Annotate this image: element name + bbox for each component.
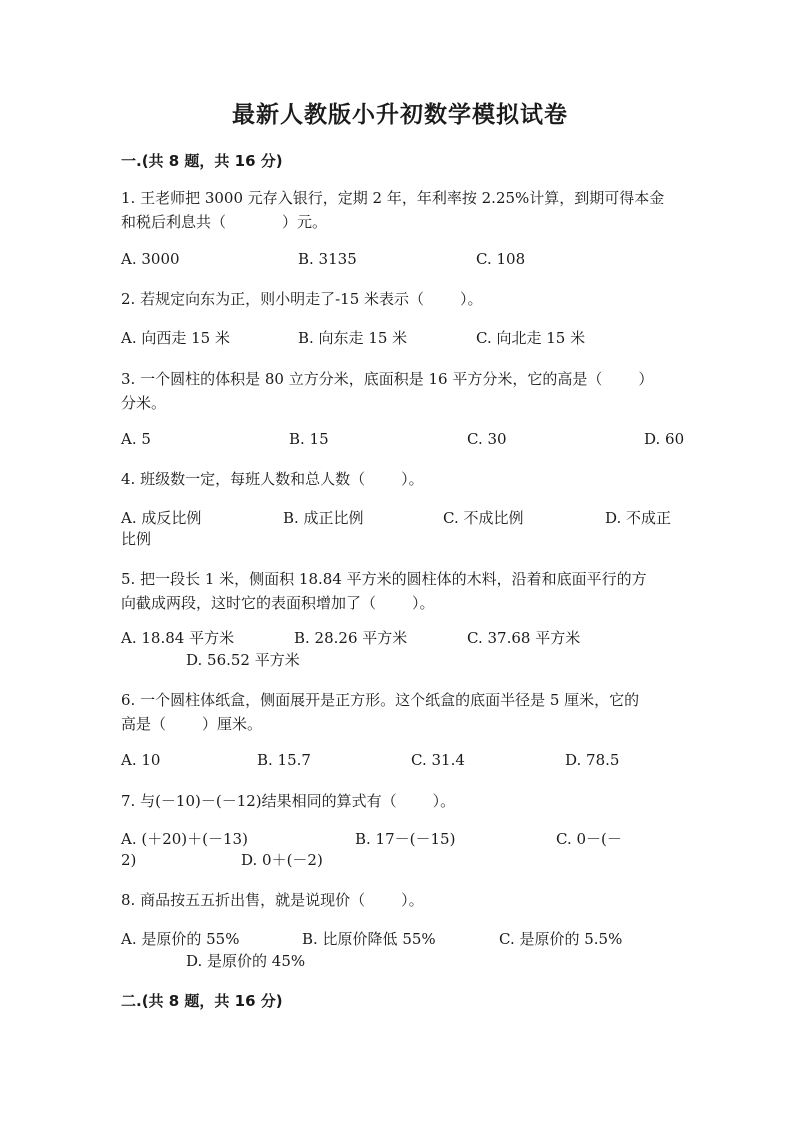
question-3-option-d: D. 60 <box>644 430 685 448</box>
question-6-line-2: 高是（ ）厘米。 <box>121 715 263 733</box>
question-7-option-c: C. 0－(－ <box>556 830 622 848</box>
question-3-option-c: C. 30 <box>467 430 507 448</box>
question-4-option-b: B. 成正比例 <box>283 509 364 527</box>
question-7-option-a: A. (＋20)＋(－13) <box>121 830 248 848</box>
section-heading-2: 二.(共 8 题，共 16 分) <box>121 992 283 1010</box>
page-title: 最新人教版小升初数学模拟试卷 <box>232 102 568 128</box>
question-1 <box>121 186 681 234</box>
question-2-line-1: 2. 若规定向东为正，则小明走了-15 米表示（ ）。 <box>121 290 483 308</box>
question-4 <box>121 467 681 491</box>
question-5-option-c: C. 37.68 平方米 <box>467 629 581 647</box>
question-1-line-2: 和税后利息共（ ）元。 <box>121 213 328 231</box>
question-3-line-2: 分米。 <box>121 394 167 412</box>
question-8 <box>121 888 681 912</box>
question-8-option-d: D. 是原价的 45% <box>186 952 306 970</box>
question-4-option-a: A. 成反比例 <box>121 509 202 527</box>
question-2-option-a: A. 向西走 15 米 <box>121 329 230 347</box>
question-3-option-a: A. 5 <box>121 430 151 448</box>
question-6-option-d: D. 78.5 <box>565 751 620 769</box>
question-8-option-a: A. 是原价的 55% <box>121 930 240 948</box>
question-6-option-a: A. 10 <box>121 751 161 769</box>
question-7-option-d: D. 0＋(－2) <box>241 851 323 869</box>
question-4-option-d: D. 不成正 <box>605 509 672 527</box>
question-2 <box>121 287 681 311</box>
question-3 <box>121 367 681 415</box>
question-3-line-1: 3. 一个圆柱的体积是 80 立方分米，底面积是 16 平方分米，它的高是（ ） <box>121 370 654 388</box>
question-4-option-c: C. 不成比例 <box>443 509 524 527</box>
question-7-option-b: B. 17－(－15) <box>355 830 456 848</box>
question-4-option-wrap: 比例 <box>121 530 152 548</box>
section-heading-1: 一.(共 8 题，共 16 分) <box>121 152 283 170</box>
question-2-option-c: C. 向北走 15 米 <box>476 329 586 347</box>
question-6-option-b: B. 15.7 <box>257 751 311 769</box>
question-8-option-c: C. 是原价的 5.5% <box>499 930 623 948</box>
question-8-line-1: 8. 商品按五五折出售，就是说现价（ ）。 <box>121 891 424 909</box>
question-1-option-c: C. 108 <box>476 250 526 268</box>
question-1-line-1: 1. 王老师把 3000 元存入银行，定期 2 年，年利率按 2.25%计算，到期可得本金 <box>121 189 665 207</box>
question-8-option-b: B. 比原价降低 55% <box>302 930 436 948</box>
question-5-option-d: D. 56.52 平方米 <box>186 651 300 669</box>
question-5-line-2: 向截成两段，这时它的表面积增加了（ ）。 <box>121 594 435 612</box>
question-7-line-1: 7. 与(－10)－(－12)结果相同的算式有（ ）。 <box>121 792 456 810</box>
question-7-option-wrap: 2) <box>121 851 137 869</box>
question-3-option-b: B. 15 <box>289 430 329 448</box>
question-5 <box>121 567 681 615</box>
question-7 <box>121 789 681 813</box>
question-5-line-1: 5. 把一段长 1 米，侧面积 18.84 平方米的圆柱体的木料，沿着和底面平行的方 <box>121 570 647 588</box>
question-4-line-1: 4. 班级数一定，每班人数和总人数（ ）。 <box>121 470 424 488</box>
question-6-line-1: 6. 一个圆柱体纸盒，侧面展开是正方形。这个纸盒的底面半径是 5 厘米，它的 <box>121 691 640 709</box>
question-1-option-a: A. 3000 <box>121 250 180 268</box>
question-2-option-b: B. 向东走 15 米 <box>298 329 408 347</box>
question-5-option-b: B. 28.26 平方米 <box>294 629 408 647</box>
question-1-option-b: B. 3135 <box>298 250 357 268</box>
question-5-option-a: A. 18.84 平方米 <box>121 629 235 647</box>
question-6 <box>121 688 681 736</box>
question-6-option-c: C. 31.4 <box>411 751 465 769</box>
